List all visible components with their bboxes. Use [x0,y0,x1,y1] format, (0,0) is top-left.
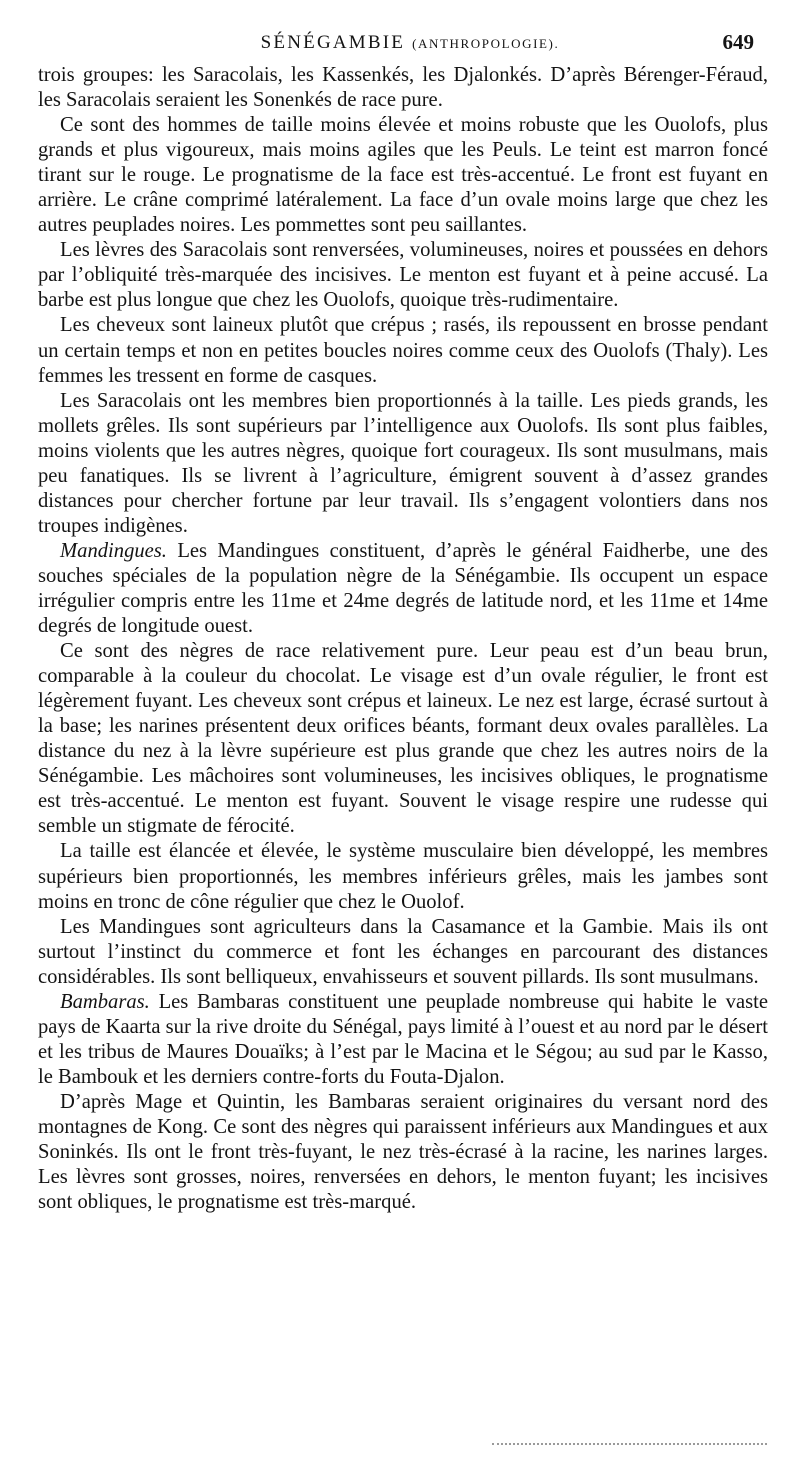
paragraph-8 [38,839,768,914]
paragraph-text: Les lèvres des Saracolais sont renversées, volumineuses, noires et poussées en dehors par l’obliquité très-marquée des incisives. Le menton est fuyant et à peine accusé. La barbe est plus longue que chez les Ouolofs, quoique très-rudimentaire. [38,239,768,312]
paragraph-text: Ce sont des nègres de race relativement pure. Leur peau est d’un beau brun, comparable à la couleur du chocolat. Le visage est d’un ovale régulier, le front est légèrement fuyant. Les cheveux sont crépus et laineux. Le nez est large, écrasé surtout à la base; les narines présentent deux orifices béants, formant deux ovales parallèles. La distance du nez à la lèvre supérieure est plus grande que chez les autres noirs de la Sénégambie. Les mâchoires sont volumineuses, les incisives obliques, le prognatisme est très-accentué. Le menton est fuyant. Souvent le visage respire une rudesse qui semble un stigmate de férocité. [38,640,768,838]
paragraph-text: Les cheveux sont laineux plutôt que crépus ; rasés, ils repoussent en brosse pendant un certain temps et non en petites boucles noires comme ceux des Ouolofs (Thaly). Les femmes les tressent en forme de casques. [38,314,768,387]
body-text [38,63,768,1215]
paragraph-7 [38,639,768,839]
footer-dotted-rule [492,1443,767,1445]
header-title: SÉNÉGAMBIE [260,32,406,53]
paragraph-text: D’après Mage et Quintin, les Bambaras seraient originaires du versant nord des montagnes de Kong. Ce sont des nègres qui paraissent inférieurs aux Mandingues et aux Soninkés. Ils ont le front très-fuyant, le nez très-écrasé à la racine, les narines larges. Les lèvres sont grosses, noires, renversées en dehors, le menton fuyant; les incisives sont obliques, le prognatisme est très-marqué. [38,1090,768,1214]
paragraph-text: Les Bambaras constituent une peuplade nombreuse qui habite le vaste pays de Kaarta sur la rive droite du Sénégal, pays limité à l’ouest et au nord par le désert et les tribus de Maures Douaïks; à l’est par le Macina et le Ségou; au sud par le Kasso, le Bambouk et les derniers contre-forts du Fouta-Djalon. [38,990,768,1088]
section-lead-bambaras: Bambaras. [60,990,150,1013]
paragraph-text: Les Mandingues constituent, d’après le général Faidherbe, une des souches spéciales de la population nègre de la Sénégambie. Ils occupent un espace irrégulier compris entre les 11me et 24me degrés de latitude nord, et les 11me et 14me degrés de longitude ouest. [38,539,768,638]
header-subtitle: (ANTHROPOLOGIE). [412,36,560,51]
paragraph-1 [38,63,768,113]
paragraph-11 [38,1090,768,1215]
paragraph-text: trois groupes: les Saracolais, les Kassenkés, les Djalonkés. D’après Bérenger-Féraud, les Saracolais seraient les Sonenkés de race pure. [38,64,768,112]
running-title [60,32,760,54]
page-number: 649 [722,30,754,54]
paragraph-text: Ce sont des hommes de taille moins élevée et moins robuste que les Ouolofs, plus grands et plus vigoureux, mais moins agiles que les Peuls. Le teint est marron foncé tirant sur le rouge. Le prognatisme de la face est très-accentué. Le front est fuyant en arrière. Le crâne comprimé latéralement. La face d’un ovale moins large que chez les autres peuplades noires. Les pommettes sont peu saillantes. [38,114,768,237]
paragraph-6 [38,539,768,639]
paragraph-9 [38,915,768,990]
paragraph-text: La taille est élancée et élevée, le système musculaire bien développé, les membres supérieurs bien proportionnés, les membres inférieurs grêles, mais les jambes sont moins en tronc de cône régulier que chez le Ouolof. [38,840,768,913]
paragraph-3 [38,238,768,313]
section-lead-mandingues: Mandingues. [60,539,167,562]
paragraph-10 [38,990,768,1090]
paragraph-text: Les Saracolais ont les membres bien proportionnés à la taille. Les pieds grands, les mollets grêles. Ils sont supérieurs par l’intelligence aux Ouolofs. Ils sont plus faibles, moins violents que les autres nègres, quoique fort courageux. Ils sont musulmans, mais peu fanatiques. Ils se livrent à l’agriculture, émigrent souvent à d’assez grandes distances pour chercher fortune par leur travail. Ils s’engagent volontiers dans nos troupes indigènes. [38,389,768,537]
paragraph-2 [38,113,768,238]
paragraph-text: Les Mandingues sont agriculteurs dans la Casamance et la Gambie. Mais ils ont surtout l’instinct du commerce et font les échanges en parcourant des distances considérables. Ils sont belliqueux, envahisseurs et souvent pillards. Ils sont musulmans. [38,915,768,988]
running-header [60,30,760,58]
paragraph-4 [38,313,768,388]
paragraph-5 [38,389,768,539]
